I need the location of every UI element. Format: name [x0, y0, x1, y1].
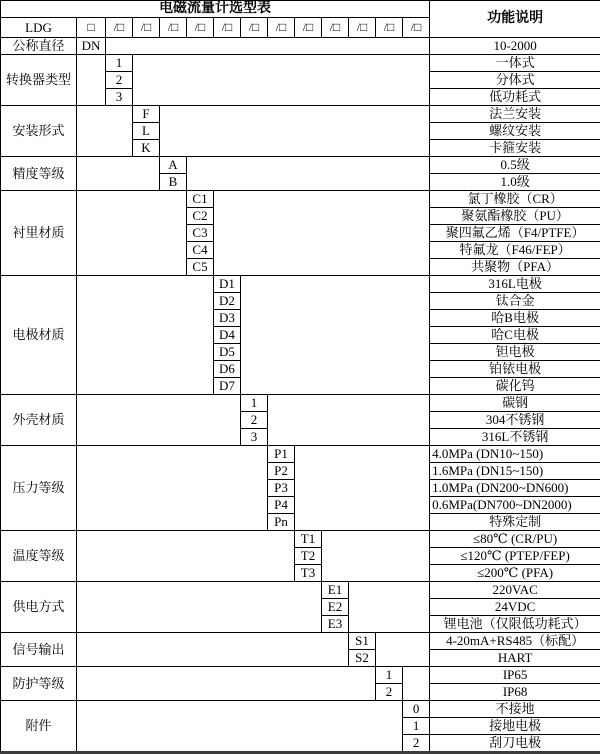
spacer-cell — [376, 633, 430, 667]
category-label: 供电方式 — [1, 582, 77, 633]
spacer-cell — [160, 106, 430, 157]
option-desc: 10-2000 — [430, 38, 600, 55]
option-code: P2 — [268, 463, 295, 480]
option-desc: 不接地 — [430, 701, 600, 718]
option-code: 1 — [106, 55, 133, 72]
spacer-cell — [322, 531, 430, 582]
table-row — [1, 667, 600, 684]
function-desc-header: 功能说明 — [430, 1, 600, 38]
code-slot: /□ — [133, 18, 160, 38]
option-code: C1 — [187, 191, 214, 208]
option-desc: 聚氨酯橡胶（PU） — [430, 208, 600, 225]
spacer-cell — [77, 582, 322, 633]
code-slot: /□ — [295, 18, 322, 38]
category-label: 信号输出 — [1, 633, 77, 667]
spacer-cell — [77, 276, 214, 395]
option-code: 3 — [106, 89, 133, 106]
option-code: A — [160, 157, 187, 174]
spacer-cell — [77, 106, 133, 157]
option-code: 1 — [241, 395, 268, 412]
code-slot: /□ — [376, 18, 403, 38]
table-row — [1, 633, 600, 650]
table-row — [1, 276, 600, 293]
option-code: P4 — [268, 497, 295, 514]
option-code: L — [133, 123, 160, 140]
code-slot: /□ — [160, 18, 187, 38]
table-title: 电磁流量计选型表 — [1, 1, 430, 18]
spacer-cell — [214, 191, 430, 276]
option-desc: ≤120℃ (PTEP/FEP) — [430, 548, 600, 565]
option-code: C3 — [187, 225, 214, 242]
spacer-cell — [349, 582, 430, 633]
option-code: 2 — [106, 72, 133, 89]
spacer-cell — [77, 395, 241, 446]
option-desc: 氯丁橡胶（CR） — [430, 191, 600, 208]
option-code: 3 — [241, 429, 268, 446]
option-code: F — [133, 106, 160, 123]
option-desc: 铂铱电极 — [430, 361, 600, 378]
option-desc: 特氟龙（F46/FEP） — [430, 242, 600, 259]
option-code: D6 — [214, 361, 241, 378]
option-code: D7 — [214, 378, 241, 395]
option-desc: 刮刀电极 — [430, 735, 600, 753]
spacer-cell — [403, 667, 430, 701]
option-code: D4 — [214, 327, 241, 344]
option-code: 2 — [241, 412, 268, 429]
option-code: C2 — [187, 208, 214, 225]
option-desc: 0.6MPa(DN700~DN2000) — [430, 497, 600, 514]
category-label: 温度等级 — [1, 531, 77, 582]
option-code: T3 — [295, 565, 322, 582]
option-code: 2 — [376, 684, 403, 701]
option-desc: 4.0MPa (DN10~150) — [430, 446, 600, 463]
spacer-cell — [106, 38, 430, 55]
category-label: 电极材质 — [1, 276, 77, 395]
spacer-cell — [77, 55, 106, 106]
option-desc: 1.0MPa (DN200~DN600) — [430, 480, 600, 497]
option-code: S1 — [349, 633, 376, 650]
spacer-cell — [77, 531, 295, 582]
option-desc: 钛合金 — [430, 293, 600, 310]
option-code: 1 — [403, 718, 430, 735]
table-row — [1, 106, 600, 123]
option-code: D2 — [214, 293, 241, 310]
option-code: P1 — [268, 446, 295, 463]
option-desc: ≤80℃ (CR/PU) — [430, 531, 600, 548]
spacer-cell — [241, 276, 430, 395]
spacer-cell — [77, 446, 268, 531]
code-slot: /□ — [403, 18, 430, 38]
option-desc: HART — [430, 650, 600, 667]
table-row — [1, 157, 600, 174]
option-desc: 哈B电极 — [430, 310, 600, 327]
option-desc: 碳钢 — [430, 395, 600, 412]
option-code: B — [160, 174, 187, 191]
spacer-cell — [77, 157, 160, 191]
option-desc: 1.0级 — [430, 174, 600, 191]
spacer-cell — [77, 191, 187, 276]
option-desc: 304不锈钢 — [430, 412, 600, 429]
option-desc: 碳化钨 — [430, 378, 600, 395]
option-code: Pn — [268, 514, 295, 531]
code-slot: /□ — [322, 18, 349, 38]
option-desc: 一体式 — [430, 55, 600, 72]
option-code: T2 — [295, 548, 322, 565]
option-code: S2 — [349, 650, 376, 667]
code-slot: /□ — [187, 18, 214, 38]
category-label: 转换器类型 — [1, 55, 77, 106]
option-desc: 接地电极 — [430, 718, 600, 735]
category-label: 公称直径 — [1, 38, 77, 55]
option-code: T1 — [295, 531, 322, 548]
option-code: E2 — [322, 599, 349, 616]
spacer-cell — [77, 667, 376, 701]
option-code: P3 — [268, 480, 295, 497]
option-desc: 螺纹安装 — [430, 123, 600, 140]
category-label: 外壳材质 — [1, 395, 77, 446]
option-desc: 1.6MPa (DN15~150) — [430, 463, 600, 480]
option-desc: 低功耗式 — [430, 89, 600, 106]
option-desc: 0.5级 — [430, 157, 600, 174]
option-code: D3 — [214, 310, 241, 327]
title-row — [1, 1, 600, 18]
spacer-cell — [295, 446, 430, 531]
option-desc: 316L不锈钢 — [430, 429, 600, 446]
code-slot: /□ — [241, 18, 268, 38]
category-label: 精度等级 — [1, 157, 77, 191]
table-row — [1, 395, 600, 412]
option-desc: 共聚物（PFA） — [430, 259, 600, 276]
spacer-cell — [77, 701, 403, 753]
option-code: K — [133, 140, 160, 157]
table-row — [1, 446, 600, 463]
code-box: □ — [77, 18, 106, 38]
model-code: LDG — [1, 18, 77, 38]
table-row — [1, 55, 600, 72]
option-desc: 卡箍安装 — [430, 140, 600, 157]
category-label: 安装形式 — [1, 106, 77, 157]
option-desc: 220VAC — [430, 582, 600, 599]
table-row — [1, 531, 600, 548]
category-label: 压力等级 — [1, 446, 77, 531]
code-slot: /□ — [214, 18, 241, 38]
option-desc: 锂电池（仅限低功耗式） — [430, 616, 600, 633]
option-desc: 分体式 — [430, 72, 600, 89]
table-row — [1, 701, 600, 718]
option-desc: 4-20mA+RS485（标配） — [430, 633, 600, 650]
category-label: 防护等级 — [1, 667, 77, 701]
option-desc: 特殊定制 — [430, 514, 600, 531]
option-code: 0 — [403, 701, 430, 718]
option-desc: 法兰安装 — [430, 106, 600, 123]
option-code: DN — [77, 38, 106, 55]
option-desc: IP68 — [430, 684, 600, 701]
option-code: E3 — [322, 616, 349, 633]
category-label: 衬里材质 — [1, 191, 77, 276]
option-code: C4 — [187, 242, 214, 259]
option-code: D5 — [214, 344, 241, 361]
table-row — [1, 191, 600, 208]
spacer-cell — [133, 55, 430, 106]
spacer-cell — [187, 157, 430, 191]
option-desc: 哈C电极 — [430, 327, 600, 344]
option-code: E1 — [322, 582, 349, 599]
spacer-cell — [268, 395, 430, 446]
table-row — [1, 38, 600, 55]
table-row — [1, 582, 600, 599]
option-desc: 316L电极 — [430, 276, 600, 293]
option-code: D1 — [214, 276, 241, 293]
option-desc: ≤200℃ (PFA) — [430, 565, 600, 582]
option-desc: 聚四氟乙烯（F4/PTFE） — [430, 225, 600, 242]
option-code: 1 — [376, 667, 403, 684]
option-code: 2 — [403, 735, 430, 753]
option-desc: 24VDC — [430, 599, 600, 616]
spacer-cell — [77, 633, 349, 667]
code-slot: /□ — [349, 18, 376, 38]
code-slot: /□ — [106, 18, 133, 38]
code-slot: /□ — [268, 18, 295, 38]
option-desc: IP65 — [430, 667, 600, 684]
option-code: C5 — [187, 259, 214, 276]
option-desc: 钽电极 — [430, 344, 600, 361]
category-label: 附件 — [1, 701, 77, 753]
